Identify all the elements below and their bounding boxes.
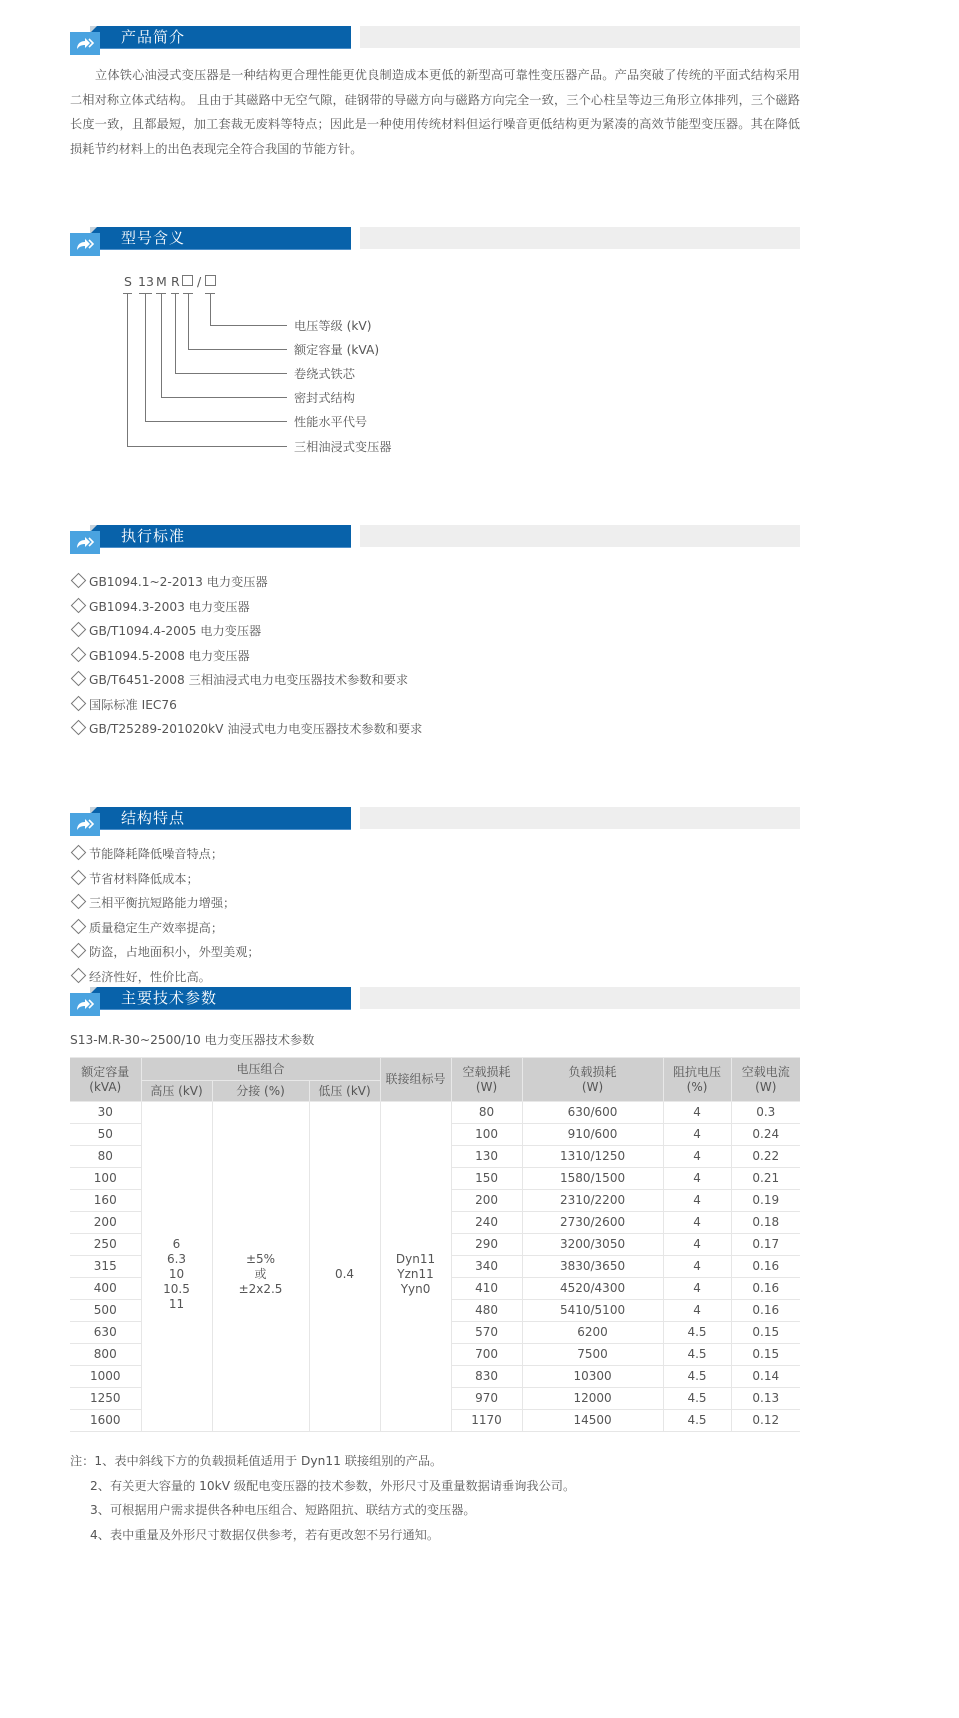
cell-load: 14500 [522, 1410, 663, 1432]
cell-impedance: 4 [663, 1124, 731, 1146]
cell-load: 7500 [522, 1344, 663, 1366]
cell-hv-merged: 6 6.3 10 10.5 11 [141, 1102, 212, 1432]
list-item [70, 842, 260, 867]
list-item [70, 940, 260, 965]
cell-impedance: 4 [663, 1256, 731, 1278]
item-text: 质量稳定生产效率提高； [89, 920, 224, 935]
item-text: GB1094.5-2008 电力变压器 [89, 648, 250, 663]
cell-impedance: 4 [663, 1102, 731, 1124]
item-text: 国际标准 IEC76 [89, 697, 177, 712]
diamond-icon [71, 695, 87, 711]
cell-noload: 100 [451, 1124, 522, 1146]
spec-table [70, 1057, 800, 1432]
standards-list [70, 570, 422, 742]
cell-noload: 700 [451, 1344, 522, 1366]
cell-impedance: 4.5 [663, 1344, 731, 1366]
diamond-icon [71, 720, 87, 736]
table-row [70, 1102, 800, 1124]
cell-impedance: 4.5 [663, 1388, 731, 1410]
cell-current: 0.18 [731, 1212, 800, 1234]
cell-capacity: 315 [70, 1256, 141, 1278]
item-text: GB/T25289-201020kV 油浸式电力电变压器技术参数和要求 [89, 722, 423, 736]
diamond-icon [71, 967, 87, 983]
arrow-forward-icon [70, 993, 100, 1016]
connector [188, 293, 189, 349]
connector [175, 373, 287, 374]
note-item: 2、有关更大容量的 10kV 级配电变压器的技术参数，外形尺寸及重量数据请垂询我公司。 [90, 1478, 576, 1493]
label-core: 卷绕式铁芯 [294, 367, 355, 381]
cell-noload: 340 [451, 1256, 522, 1278]
cell-capacity: 630 [70, 1322, 141, 1344]
cell-noload: 240 [451, 1212, 522, 1234]
note-item: 4、表中重量及外形尺寸数据仅供参考，若有更改恕不另行通知。 [90, 1527, 440, 1542]
diamond-icon [71, 869, 87, 885]
diamond-icon [71, 573, 87, 589]
cell-capacity: 50 [70, 1124, 141, 1146]
cell-current: 0.22 [731, 1146, 800, 1168]
item-text: GB/T1094.4-2005 电力变压器 [89, 624, 262, 638]
section-title: 执行标准 [121, 527, 186, 545]
cell-current: 0.19 [731, 1190, 800, 1212]
cell-current: 0.14 [731, 1366, 800, 1388]
cell-noload: 80 [451, 1102, 522, 1124]
cell-noload: 150 [451, 1168, 522, 1190]
cell-capacity: 30 [70, 1102, 141, 1124]
cell-impedance: 4 [663, 1234, 731, 1256]
header-load-loss: 负载损耗 (W) [522, 1058, 663, 1102]
cell-capacity: 1000 [70, 1366, 141, 1388]
cell-load: 10300 [522, 1366, 663, 1388]
list-item [70, 867, 260, 892]
cell-current: 0.17 [731, 1234, 800, 1256]
cell-current: 0.16 [731, 1278, 800, 1300]
arrow-forward-icon [70, 813, 100, 836]
list-item [70, 570, 422, 595]
item-text: 三相平衡抗短路能力增强； [89, 896, 236, 910]
header-gray-bar [360, 26, 800, 48]
cell-noload: 1170 [451, 1410, 522, 1432]
cell-current: 0.15 [731, 1344, 800, 1366]
diamond-icon [71, 671, 87, 687]
cell-load: 1310/1250 [522, 1146, 663, 1168]
connector [145, 293, 146, 421]
cell-impedance: 4 [663, 1146, 731, 1168]
cell-current: 0.15 [731, 1322, 800, 1344]
cell-load: 910/600 [522, 1124, 663, 1146]
cell-capacity: 250 [70, 1234, 141, 1256]
connector [210, 325, 287, 326]
header-gray-bar [360, 525, 800, 547]
list-item [70, 965, 260, 990]
section-title: 结构特点 [121, 809, 186, 827]
cell-load: 12000 [522, 1388, 663, 1410]
code-s: S [124, 274, 132, 289]
cell-capacity: 400 [70, 1278, 141, 1300]
cell-load: 630/600 [522, 1102, 663, 1124]
cell-load: 2310/2200 [522, 1190, 663, 1212]
diamond-icon [71, 943, 87, 959]
cell-impedance: 4 [663, 1300, 731, 1322]
cell-load: 1580/1500 [522, 1168, 663, 1190]
list-item [70, 644, 422, 669]
features-list [70, 842, 260, 989]
cell-impedance: 4 [663, 1278, 731, 1300]
cell-load: 2730/2600 [522, 1212, 663, 1234]
item-text: 防盗，占地面积小，外型美观； [89, 945, 260, 959]
diamond-icon [71, 597, 87, 613]
section-title: 型号含义 [121, 229, 186, 247]
cell-capacity: 800 [70, 1344, 141, 1366]
cell-load: 6200 [522, 1322, 663, 1344]
label-performance: 性能水平代号 [294, 415, 368, 429]
intro-paragraph: 立体铁心油浸式变压器是一种结构更合理性能更优良制造成本更低的新型高可靠性变压器产品。产品突破了传统的平面式结构采用二相对称立体式结构。 且由于其磁路中无空气隙，硅钢带的导磁方向与磁路方向完全一致，三个心柱呈等边三角形立体排列，三个磁路长度一致，且都最短，加工套裁无废料等特点；因此是一种使用传统材料但运行噪音更低结构更为紧凑的高效节能型变压器。其在降低损耗节约材料上的出色表现完全符合我国的节能方针。 [70, 68, 800, 156]
placeholder-box-icon [205, 274, 216, 289]
item-text: GB/T6451-2008 三相油浸式电力电变压器技术参数和要求 [89, 673, 409, 687]
placeholder-box-icon [182, 274, 193, 289]
section-header-features [70, 807, 800, 843]
connector [161, 397, 287, 398]
cell-noload: 410 [451, 1278, 522, 1300]
cell-current: 0.21 [731, 1168, 800, 1190]
label-capacity: 额定容量 (kVA) [294, 343, 380, 357]
cell-noload: 830 [451, 1366, 522, 1388]
cell-tap-merged: ±5% 或 ±2x2.5 [212, 1102, 309, 1432]
diamond-icon [71, 894, 87, 910]
arrow-forward-icon [70, 531, 100, 554]
cell-lv-merged: 0.4 [309, 1102, 380, 1432]
cell-capacity: 1250 [70, 1388, 141, 1410]
note-item: 3、可根据用户需求提供各种电压组合、短路阻抗、联结方式的变压器。 [90, 1503, 476, 1517]
diamond-icon [71, 845, 87, 861]
cell-noload: 970 [451, 1388, 522, 1410]
connector [175, 293, 176, 373]
connector [188, 349, 287, 350]
code-r: R [171, 274, 180, 289]
cell-noload: 290 [451, 1234, 522, 1256]
label-voltage: 电压等级 (kV) [294, 319, 372, 333]
header-gray-bar [360, 807, 800, 829]
cell-capacity: 1600 [70, 1410, 141, 1432]
connector [145, 421, 287, 422]
cell-load: 3200/3050 [522, 1234, 663, 1256]
item-text: GB1094.1~2-2013 电力变压器 [89, 575, 268, 589]
code-13: 13 [138, 274, 154, 289]
connector [127, 293, 128, 446]
cell-noload: 570 [451, 1322, 522, 1344]
cell-load: 5410/5100 [522, 1300, 663, 1322]
section-header-standards [70, 525, 800, 561]
cell-current: 0.16 [731, 1256, 800, 1278]
code-slash: / [197, 274, 202, 289]
cell-capacity: 100 [70, 1168, 141, 1190]
cell-impedance: 4 [663, 1168, 731, 1190]
cell-capacity: 200 [70, 1212, 141, 1234]
cell-impedance: 4.5 [663, 1366, 731, 1388]
connector [161, 293, 162, 397]
cell-impedance: 4 [663, 1190, 731, 1212]
header-tap: 分接 (%) [212, 1081, 309, 1102]
header-lv: 低压 (kV) [309, 1081, 380, 1102]
connector [210, 293, 211, 325]
arrow-forward-icon [70, 233, 100, 256]
list-item [70, 668, 422, 693]
cell-impedance: 4 [663, 1212, 731, 1234]
section-title: 主要技术参数 [121, 989, 218, 1007]
label-three-phase: 三相油浸式变压器 [294, 440, 392, 454]
code-m: M [156, 274, 167, 289]
cell-impedance: 4.5 [663, 1410, 731, 1432]
header-hv: 高压 (kV) [141, 1081, 212, 1102]
list-item [70, 693, 422, 718]
list-item [70, 891, 260, 916]
arrow-forward-icon [70, 32, 100, 55]
item-text: 经济性好，性价比高。 [89, 969, 211, 984]
cell-current: 0.12 [731, 1410, 800, 1432]
item-text: 节省材料降低成本； [89, 871, 199, 886]
cell-capacity: 160 [70, 1190, 141, 1212]
diamond-icon [71, 646, 87, 662]
header-vector: 联接组标号 [380, 1058, 451, 1102]
note-item: 注：1、表中斜线下方的负载损耗值适用于 Dyn11 联接组别的产品。 [70, 1454, 443, 1468]
label-sealed: 密封式结构 [294, 391, 355, 405]
section-header-intro [70, 26, 800, 62]
cell-vector-merged: Dyn11 Yzn11 Yyn0 [380, 1102, 451, 1432]
diamond-icon [71, 622, 87, 638]
header-gray-bar [360, 227, 800, 249]
header-noload-current: 空载电流 (W) [731, 1058, 800, 1102]
table-body [70, 1102, 800, 1432]
cell-current: 0.16 [731, 1300, 800, 1322]
cell-current: 0.13 [731, 1388, 800, 1410]
cell-noload: 480 [451, 1300, 522, 1322]
header-voltage-group: 电压组合 [141, 1058, 380, 1081]
cell-noload: 130 [451, 1146, 522, 1168]
header-capacity: 额定容量 (kVA) [70, 1058, 141, 1102]
cell-load: 4520/4300 [522, 1278, 663, 1300]
section-header-params [70, 987, 800, 1023]
table-caption: S13-M.R-30~2500/10 电力变压器技术参数 [70, 1033, 315, 1047]
cell-current: 0.3 [731, 1102, 800, 1124]
diamond-icon [71, 918, 87, 934]
cell-current: 0.24 [731, 1124, 800, 1146]
list-item [70, 717, 422, 742]
list-item [70, 916, 260, 941]
item-text: GB1094.3-2003 电力变压器 [89, 599, 250, 614]
item-text: 节能降耗降低噪音特点； [89, 847, 224, 861]
section-title: 产品简介 [121, 28, 186, 46]
header-impedance: 阻抗电压 (%) [663, 1058, 731, 1102]
connector [127, 446, 287, 447]
header-noload-loss: 空载损耗 (W) [451, 1058, 522, 1102]
header-gray-bar [360, 987, 800, 1009]
cell-load: 3830/3650 [522, 1256, 663, 1278]
table-notes [70, 1449, 575, 1547]
cell-noload: 200 [451, 1190, 522, 1212]
list-item [70, 595, 422, 620]
cell-capacity: 80 [70, 1146, 141, 1168]
section-header-model [70, 227, 800, 263]
cell-capacity: 500 [70, 1300, 141, 1322]
list-item [70, 619, 422, 644]
cell-impedance: 4.5 [663, 1322, 731, 1344]
